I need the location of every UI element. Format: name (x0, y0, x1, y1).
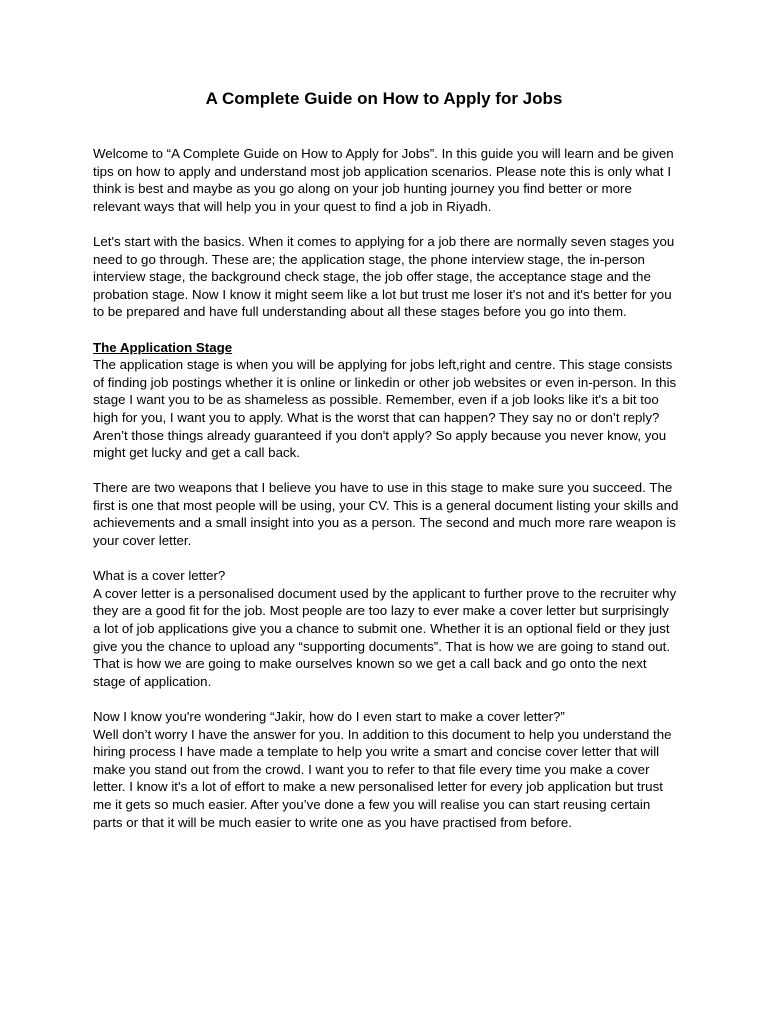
intro-paragraph: Welcome to “A Complete Guide on How to Apply for Jobs”. In this guide you will learn and be given tips on how to apply and understand most job application scenarios. Please note this is only what I think is best and maybe as you go along on your job hunting journey you find better or more relevant ways that will help you in your quest to find a job in Riyadh. (93, 146, 674, 214)
cover-letter-question: What is a cover letter? (93, 568, 226, 584)
paragraph-spacer (93, 215, 679, 233)
document-body (93, 145, 679, 831)
document-title: A Complete Guide on How to Apply for Jobs (205, 89, 563, 108)
basics-paragraph: Let's start with the basics. When it comes to applying for a job there are normally seven stages you need to go through. These are; the application stage, the phone interview stage, the in-person interview stage, the background check stage, the job offer stage, the acceptance stage and the probation stage. Now I know it might seem like a lot but trust me loser it's not and it's better for you to be prepared and have full understanding about all these stages before you go into them. (93, 233, 675, 320)
paragraph-spacer (93, 690, 679, 708)
wondering-line: Now I know you're wondering “Jakir, how do I even start to make a cover letter?” (93, 709, 565, 724)
answer-paragraph: Well don’t worry I have the answer for you. In addition to this document to help you understand the hiring process I have made a template to help you write a smart and concise cover letter that will make you stand out from the crowd. I want you to refer to that file every time you make a cover letter. I know it's a lot of effort to make a new personalised letter for every job application but trust me it gets so much easier. After you’ve done a few you will realise you can start reusing certain parts or that it will be much easier to write one as you have practised from before. (93, 726, 672, 830)
weapons-paragraph: There are two weapons that I believe you have to use in this stage to make sure you succeed. The first is one that most people will be using, your CV. This is a general document listing your skills and achievements and a small insight into you as a person. The second and much more rare weapon is your cover letter. (93, 480, 679, 549)
section-heading: The Application Stage (93, 339, 233, 355)
cover-letter-answer: A cover letter is a personalised document used by the applicant to further prove to the recruiter why they are a good fit for the job. Most people are too lazy to ever make a cover letter but surprisingly a lot of job applications give you a chance to submit one. Whether it is an optional field or they just give you the chance to upload any “supporting documents”. That is how we are going to stand out. That is how we are going to make ourselves known so we get a call back and go onto the next stage of application. (93, 585, 677, 689)
paragraph-spacer (93, 321, 679, 339)
application-stage-paragraph: The application stage is when you will be applying for jobs left,right and centre. This stage consists of finding job postings whether it is online or linkedin or other job websites or even in-person. In this stage I want you to be as shameless as possible. Remember, even if a job looks like it's a bit too high for you, I want you to apply. What is the worst that can happen? They say no or don’t reply? Aren’t those things already guaranteed if you don't apply? So apply because you never know, you might get lucky and get a call back. (93, 357, 677, 461)
paragraph-spacer (93, 550, 679, 568)
paragraph-spacer (93, 462, 679, 480)
